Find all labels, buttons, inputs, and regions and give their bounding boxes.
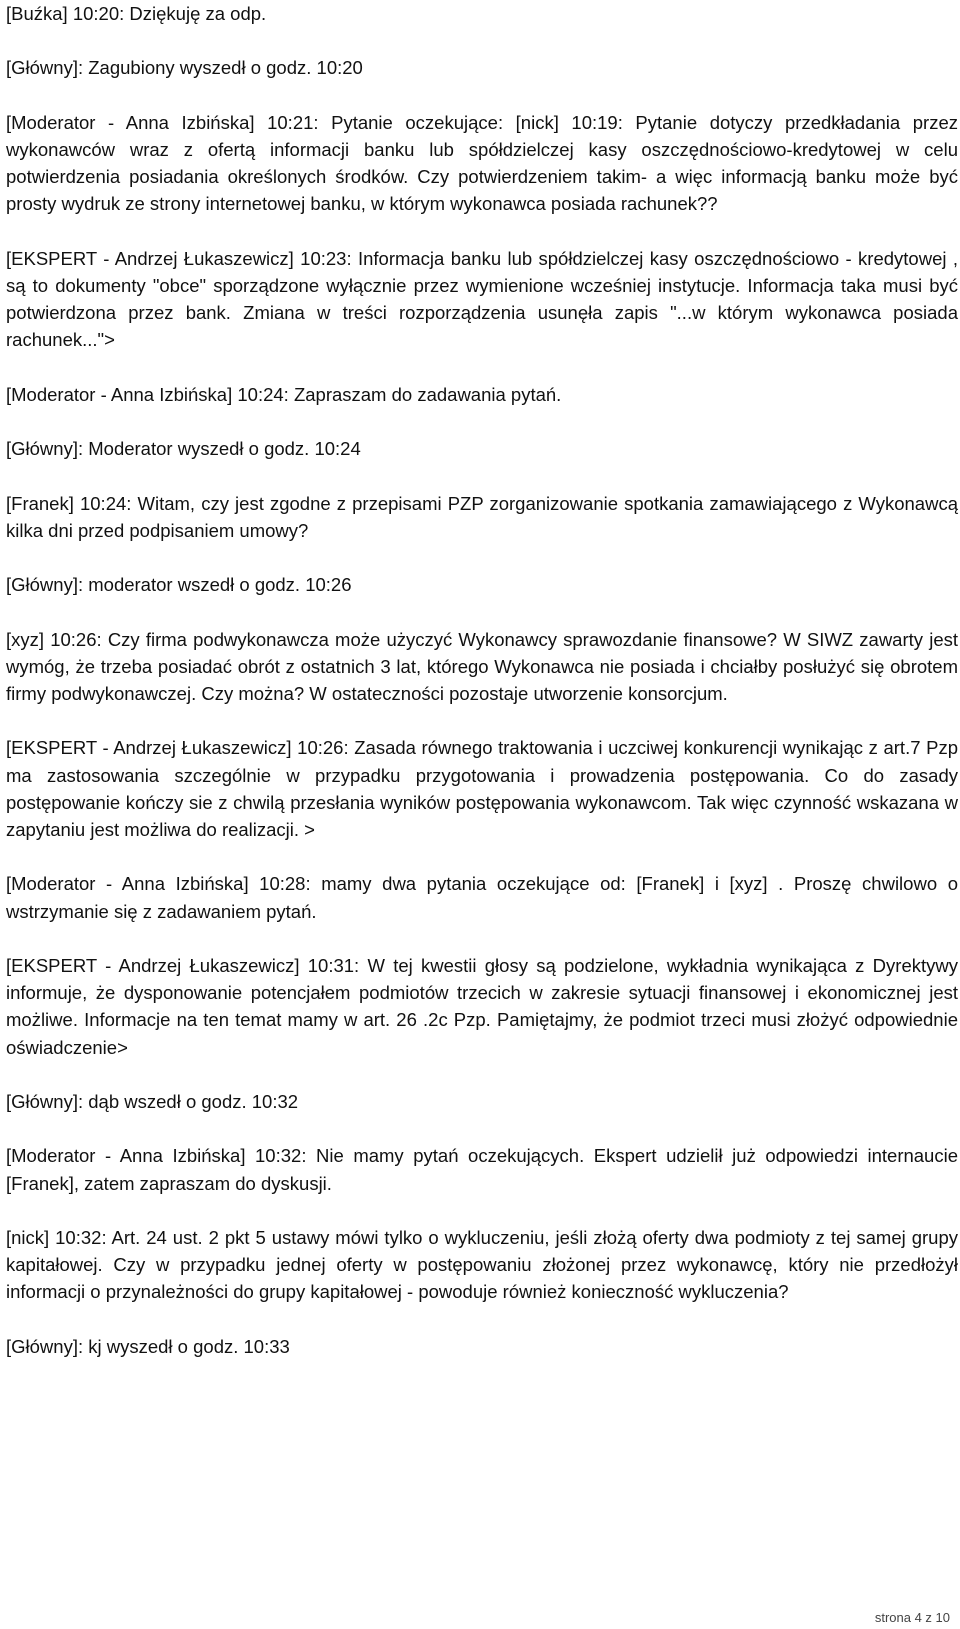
chat-message: [EKSPERT - Andrzej Łukaszewicz] 10:26: Zasada równego traktowania i uczciwej konkurencji wynikając z art.7 Pzp ma zastosowania szczególnie w przypadku przygotowania i prowadzenia postępowania. Co do zasady postępowanie kończy sie z chwilą przesłania wyników postępowania wykonawcom. Tak więc czynność wskazana w zapytaniu jest możliwa do realizacji. > (6, 737, 958, 840)
chat-message: [Moderator - Anna Izbińska] 10:21: Pytanie oczekujące: [nick] 10:19: Pytanie dotyczy przedkładania przez wykonawców wraz z ofertą informacji banku lub spółdzielczej kasy oszczędnościowo-kredytowej w celu potwierdzenia posiadania określonych środków. Czy potwierdzeniem takim- a więc informacją banku może być prosty wydruk ze strony internetowej banku, w którym wykonawca posiada rachunek?? (6, 111, 958, 215)
chat-message: [Moderator - Anna Izbińska] 10:28: mamy dwa pytania oczekujące od: [Franek] i [xyz] . Proszę chwilowo o wstrzymanie się z zadawaniem pytań. (6, 873, 958, 922)
chat-message: [nick] 10:32: Art. 24 ust. 2 pkt 5 ustawy mówi tylko o wykluczeniu, jeśli złożą oferty dwa podmioty z tej samej grupy kapitałowej. Czy w przypadku jednej oferty w postępowaniu złożonej przez wykonawcę, który nie przedłożył informacji o przynależności do grupy kapitałowej - powoduje również konieczność wykluczenia? (6, 1226, 958, 1303)
page-number: strona 4 z 10 (874, 1610, 950, 1625)
chat-message: [Moderator - Anna Izbińska] 10:32: Nie mamy pytań oczekujących. Ekspert udzielił już odpowiedzi internaucie [Franek], zatem zapraszam do dyskusji. (6, 1145, 958, 1194)
chat-message: [Główny]: Zagubiony wyszedł o godz. 10:20 (6, 57, 363, 79)
chat-message: [Główny]: moderator wszedł o godz. 10:26 (6, 574, 352, 596)
transcript-page (6, 0, 958, 1360)
chat-message: [Główny]: dąb wszedł o godz. 10:32 (6, 1090, 299, 1112)
chat-message: [xyz] 10:26: Czy firma podwykonawcza może użyczyć Wykonawcy sprawozdanie finansowe? W SIWZ zawarty jest wymóg, że trzeba posiadać obrót z ostatnich 3 lat, którego Wykonawca nie posiada i chciałby posłużyć się obrotem firmy podwykonawczej. Czy można? W ostateczności pozostaje utworzenie konsorcjum. (6, 628, 958, 704)
chat-message: [EKSPERT - Andrzej Łukaszewicz] 10:23: Informacja banku lub spółdzielczej kasy oszczędnościowo - kredytowej , są to dokumenty "obce" sporządzone wyłącznie przez wymienione wcześniej instytucje. Informacja taka musi być potwierdzona przez bank. Zmiana w treści rozporządzenia usunęła zapis "...w którym wykonawca posiada rachunek..."> (6, 247, 958, 351)
chat-message: [Buźka] 10:20: Dziękuję za odp. (6, 3, 267, 24)
chat-message: [Moderator - Anna Izbińska] 10:24: Zapraszam do zadawania pytań. (6, 383, 562, 405)
chat-message: [Franek] 10:24: Witam, czy jest zgodne z przepisami PZP zorganizowanie spotkania zamawiającego z Wykonawcą kilka dni przed podpisaniem umowy? (6, 492, 958, 541)
chat-message: [Główny]: Moderator wyszedł o godz. 10:24 (6, 438, 361, 460)
chat-message: [EKSPERT - Andrzej Łukaszewicz] 10:31: W tej kwestii głosy są podzielone, wykładnia wynikająca z Dyrektywy informuje, że dysponowanie potencjałem podmiotów trzecich w zakresie sytuacji finansowej i ekonomicznej jest możliwe. Informacje na ten temat mamy w art. 26 .2c Pzp. Pamiętajmy, że podmiot trzeci musi złożyć odpowiednie oświadczenie> (6, 954, 958, 1058)
chat-message: [Główny]: kj wyszedł o godz. 10:33 (6, 1335, 290, 1357)
